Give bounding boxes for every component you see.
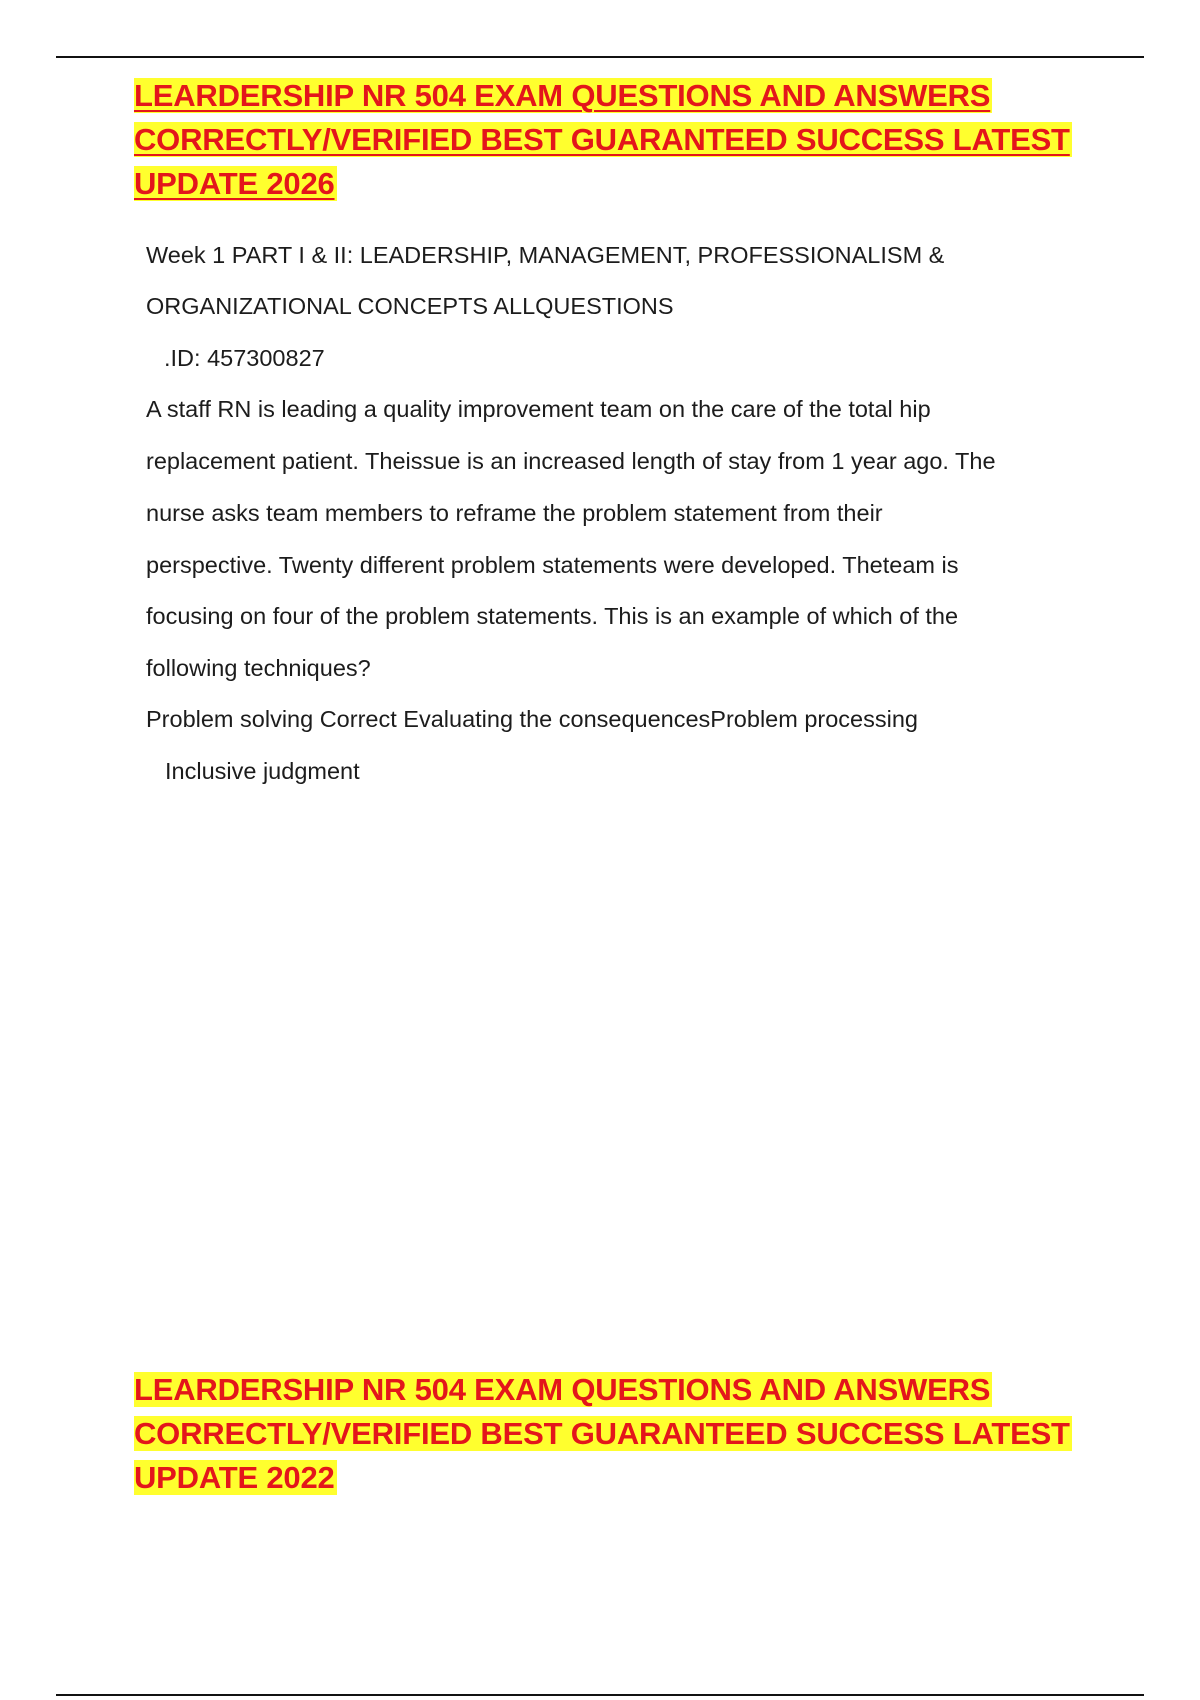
title-line-2: CORRECTLY/VERIFIED BEST GUARANTEED SUCCESS LATEST: [134, 122, 1070, 157]
top-rule: [56, 56, 1144, 58]
question-line-4: perspective. Twenty different problem statements were developed. Theteam is: [146, 552, 959, 578]
question-id: .ID: 457300827: [164, 345, 325, 371]
question-line-1: A staff RN is leading a quality improvement team on the care of the total hip: [146, 396, 931, 422]
question-line-3: nurse asks team members to reframe the problem statement from their: [146, 500, 883, 526]
footer-title-line-3: UPDATE 2022: [134, 1460, 335, 1495]
footer-title-line-2: CORRECTLY/VERIFIED BEST GUARANTEED SUCCESS LATEST: [134, 1416, 1070, 1451]
footer-title: [134, 1368, 1070, 1500]
answer-options-line: Problem solving Correct Evaluating the consequencesProblem processing: [146, 706, 918, 732]
week-heading-line-2: ORGANIZATIONAL CONCEPTS ALLQUESTIONS: [146, 293, 674, 319]
page-title: [134, 74, 1070, 206]
question-line-2: replacement patient. Theissue is an increased length of stay from 1 year ago. The: [146, 448, 996, 474]
question-line-6: following techniques?: [146, 655, 371, 681]
answer-option-last: Inclusive judgment: [165, 758, 360, 784]
week-heading-line-1: Week 1 PART I & II: LEADERSHIP, MANAGEMENT, PROFESSIONALISM &: [146, 242, 945, 268]
title-line-1: LEARDERSHIP NR 504 EXAM QUESTIONS AND ANSWERS: [134, 78, 991, 113]
question-line-5: focusing on four of the problem statements. This is an example of which of the: [146, 603, 959, 629]
footer-title-line-1: LEARDERSHIP NR 504 EXAM QUESTIONS AND ANSWERS: [134, 1372, 991, 1407]
title-line-3: UPDATE 2026: [134, 166, 335, 201]
bottom-rule: [56, 1694, 1144, 1696]
